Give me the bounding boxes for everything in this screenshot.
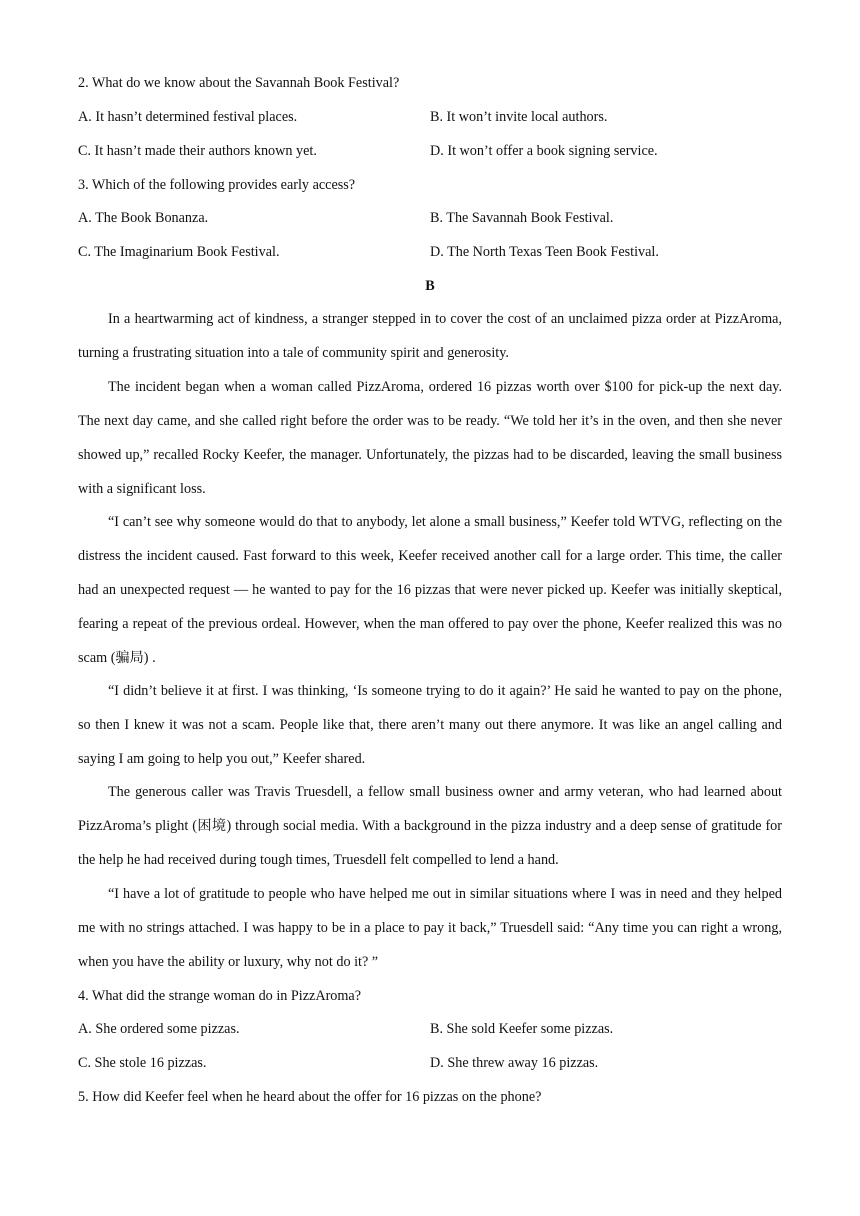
passage-paragraph-5: The generous caller was Travis Truesdell, a fellow small business owner and army veteran, who had learned about PizzAroma’s plight (困境) through social media. With a background in the pizza industry and a deep sense of gratitude for the help he had received during tough times, Truesdell felt compelled to lend a hand.: [78, 784, 782, 868]
question-2-option-c: C. It hasn’t made their authors known yet.: [78, 143, 317, 159]
question-2-option-d: D. It won’t offer a book signing service.: [430, 143, 658, 159]
question-2-stem: 2. What do we know about the Savannah Book Festival?: [78, 75, 400, 91]
passage-paragraph-4: “I didn’t believe it at first. I was thinking, ‘Is someone trying to do it again?’ He said he wanted to pay on the phone, so then I knew it was not a scam. People like that, there aren’t many out there anymore. It was like an angel calling and saying I am going to help you out,” Keefer shared.: [78, 683, 782, 767]
passage-paragraph-6: “I have a lot of gratitude to people who have helped me out in similar situations where I was in need and they helped me with no strings attached. I was happy to be in a place to pay it back,” Truesdell said: “Any time you can right a wrong, when you have the ability or luxury, why not do it? ”: [78, 886, 782, 970]
question-2-option-b: B. It won’t invite local authors.: [430, 109, 608, 125]
passage-paragraph-3: “I can’t see why someone would do that to anybody, let alone a small business,” Keefer told WTVG, reflecting on the distress the incident caused. Fast forward to this week, Keefer received another call for a large order. This time, the caller had an unexpected request — he wanted to pay for the 16 pizzas that were never picked up. Keefer was initially skeptical, fearing a repeat of the previous ordeal. However, when the man offered to pay over the phone, Keefer realized this was no scam (骗局) .: [78, 514, 782, 666]
question-3-option-a: A. The Book Bonanza.: [78, 210, 209, 226]
question-4-option-c: C. She stole 16 pizzas.: [78, 1055, 207, 1071]
section-b-heading: B: [425, 278, 435, 294]
question-5-stem: 5. How did Keefer feel when he heard about the offer for 16 pizzas on the phone?: [78, 1089, 542, 1105]
question-3-option-b: B. The Savannah Book Festival.: [430, 210, 614, 226]
passage-paragraph-2: The incident began when a woman called PizzAroma, ordered 16 pizzas worth over $100 for pick-up the next day. The next day came, and she called right before the order was to be ready. “We told her it’s in the oven, and then she never showed up,” recalled Rocky Keefer, the manager. Unfortunately, the pizzas had to be discarded, leaving the small business with a significant loss.: [78, 379, 782, 497]
question-4-option-a: A. She ordered some pizzas.: [78, 1021, 240, 1037]
question-4-stem: 4. What did the strange woman do in PizzAroma?: [78, 988, 362, 1004]
question-3-option-d: D. The North Texas Teen Book Festival.: [430, 244, 659, 260]
passage-paragraph-1: In a heartwarming act of kindness, a stranger stepped in to cover the cost of an unclaimed pizza order at PizzAroma, turning a frustrating situation into a tale of community spirit and generosity.: [78, 311, 782, 361]
question-4-option-b: B. She sold Keefer some pizzas.: [430, 1021, 614, 1037]
question-3-stem: 3. Which of the following provides early access?: [78, 177, 356, 193]
question-3-option-c: C. The Imaginarium Book Festival.: [78, 244, 280, 260]
question-4-option-d: D. She threw away 16 pizzas.: [430, 1055, 599, 1071]
question-2-option-a: A. It hasn’t determined festival places.: [78, 109, 298, 125]
